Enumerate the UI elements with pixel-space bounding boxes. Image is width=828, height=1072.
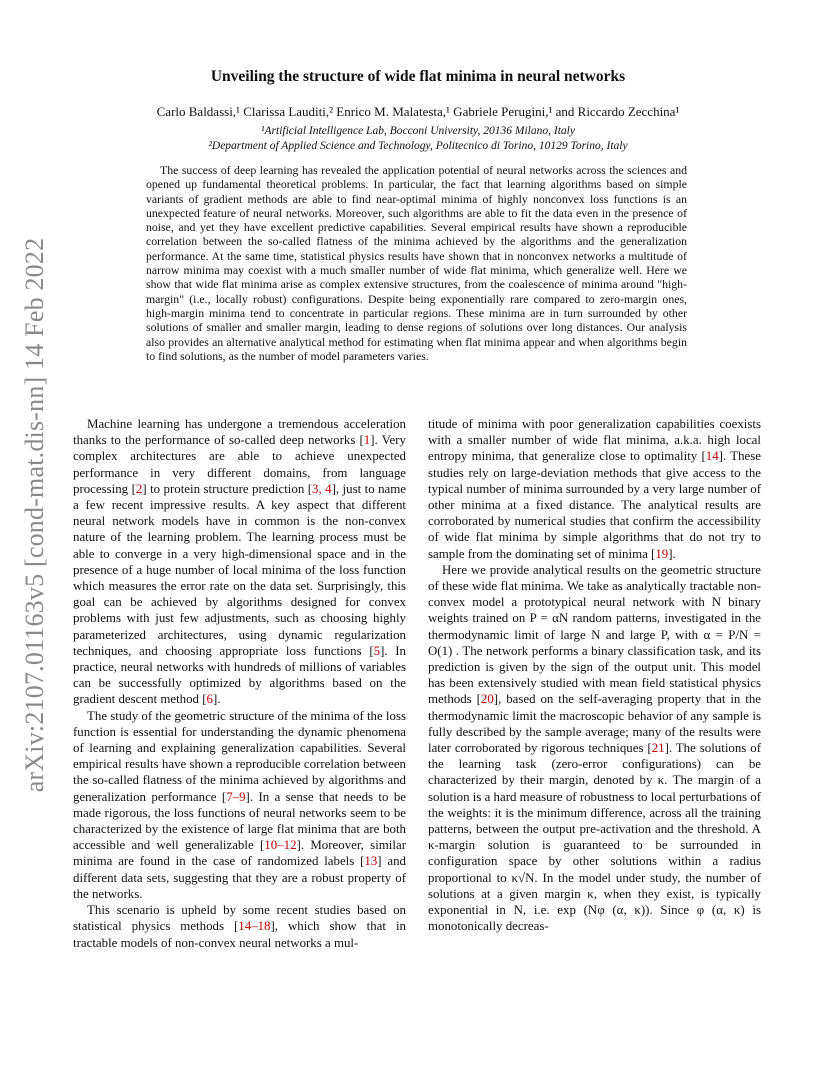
body-paragraph: Here we provide analytical results on the geometric structure of these wide flat minima. We take as analytically tractable non-convex model a prototypical neural network with N binary weights trained on P = αN random patterns, investigated in the thermodynamic limit of large N and large P, with α = P/N = O(1) . The network performs a binary classification task, and its prediction is given by the sign of the output unit. This model has been extensively studied with mean field statistical physics methods [20], based on the self-averaging property that in the thermodynamic limit the macroscopic behavior of any sample is fully described by the sample average; many of the results were later corroborated by rigorous techniques [21]. The solutions of the learning task (zero-error configurations) can be characterized by their margin, denoted by κ. The margin of a solution is a hard measure of robustness to local perturbations of the weights: it is the minimum difference, across all the training patterns, between the output pre-activation and the threshold. A κ-margin solution is guaranteed to be surrounded in configuration space by other solutions within a radius proportional to κ√N. In the model under study, the number of solutions at a given margin κ, when they exist, is typically exponential in N, i.e. exp (Nφ (α, κ)). Since φ (α, κ) is monotonically decreas- [428, 562, 762, 934]
citation-link[interactable]: 2 [135, 481, 143, 496]
author-list: Carlo Baldassi,¹ Clarissa Lauditi,² Enrico M. Malatesta,¹ Gabriele Perugini,¹ and Riccardo Zecchina¹ [156, 104, 680, 119]
body-column-left [73, 416, 406, 951]
arxiv-identifier: arXiv:2107.01163v5 [cond-mat.dis-nn] 14 Feb 2022 [20, 237, 49, 793]
body-paragraph: Machine learning has undergone a tremendous acceleration thanks to the performance of so-called deep networks [1]. Very complex architectures are able to achieve unexpected performance in very different domains, from language processing [2] to protein structure prediction [3, 4], just to name a few recent impressive results. A key aspect that different neural network models have in common is the non-convex nature of the learning problem. The learning process must be able to converge in a very high-dimensional space and in the presence of a huge number of local minima of the loss function which measures the error rate on the data set. Surprisingly, this goal can be achieved by algorithms designed for convex problems with just few adjustments, such as choosing highly parameterized architectures, using dynamic regularization techniques, and choosing appropriate loss functions [5]. In practice, neural networks with hundreds of millions of variables can be successfully optimized by algorithms based on the gradient descent method [6]. [73, 417, 406, 707]
paper-title: Unveiling the structure of wide flat minima in neural networks [210, 68, 626, 85]
citation-link[interactable]: 14 [705, 449, 719, 464]
citation-link[interactable]: 6 [206, 692, 213, 707]
body-paragraph: titude of minima with poor generalization capabilities coexists with a smaller number of wide flat minima, a.k.a. high local entropy minima, that generalize close to optimality [14]. These studies rely on large-deviation methods that give access to the typical number of minima surrounded by a very large number of other minima at a fixed distance. The analytical results are corroborated by numerical studies that confirm the accessibility of wide flat minima by simple algorithms that do not try to sample from the dominating set of minima [19]. [428, 417, 761, 561]
body-paragraph: This scenario is upheld by some recent studies based on statistical physics methods [14–18], which show that in tractable models of non-convex neural networks a mul- [73, 903, 406, 950]
citation-link[interactable]: 14–18 [238, 919, 271, 934]
citation-link[interactable]: 13 [364, 854, 378, 869]
affiliation-1: ¹Artificial Intelligence Lab, Bocconi University, 20136 Milano, Italy [261, 125, 575, 137]
body-column-right [428, 416, 761, 935]
citation-link[interactable]: 5 [373, 643, 381, 658]
citation-link[interactable]: 20 [480, 692, 494, 707]
citation-link[interactable]: 19 [655, 546, 669, 561]
citation-link[interactable]: 10–12 [264, 838, 297, 853]
citation-link[interactable]: 3, 4 [312, 481, 332, 496]
citation-link[interactable]: 1 [363, 433, 371, 448]
citation-link[interactable]: 7–9 [226, 789, 246, 804]
affiliation-2: ²Department of Applied Science and Technology, Politecnico di Torino, 10129 Torino, Italy [208, 140, 628, 152]
abstract: The success of deep learning has revealed the application potential of neural networks across the sciences and opened up fundamental theoretical problems. In particular, the fact that learning algorithms based on simple variants of gradient methods are able to find near-optimal minima of highly nonconvex loss functions is an unexpected feature of neural networks. Moreover, such algorithms are able to fit the data even in the presence of noise, and yet they have excellent predictive capabilities. Several empirical results have shown a reproducible correlation between the so-called flatness of the minima achieved by the algorithms and the generalization performance. At the same time, statistical physics results have shown that in nonconvex networks a multitude of narrow minima may coexist with a much smaller number of wide flat minima, which generalize well. Here we show that wide flat minima arise as complex extensive structures, from the coalescence of minima around "high-margin" (i.e., locally robust) configurations. Despite being exponentially rare compared to zero-margin ones, high-margin minima tend to concentrate in particular regions. These minima are in turn surrounded by other solutions of smaller and smaller margin, leading to dense regions of solutions over long distances. Our analysis also provides an alternative analytical method for estimating when flat minima appear and when algorithms begin to find solutions, as the number of model parameters varies. [146, 163, 687, 363]
body-paragraph: The study of the geometric structure of the minima of the loss function is essential for understanding the dynamic phenomena of learning and explaining generalization capabilities. Several empirical results have shown a reproducible correlation between the so-called flatness of the minima achieved by algorithms and generalization performance [7–9]. In a sense that needs to be made rigorous, the loss functions of neural networks seem to be characterized by the existence of large flat minima that are both accessible and well generalizable [10–12]. Moreover, similar minima are found in the case of randomized labels [13] and different data sets, suggesting that they are a robust property of the networks. [73, 708, 406, 901]
citation-link[interactable]: 21 [651, 741, 665, 756]
arxiv-sidebar [0, 0, 62, 1072]
